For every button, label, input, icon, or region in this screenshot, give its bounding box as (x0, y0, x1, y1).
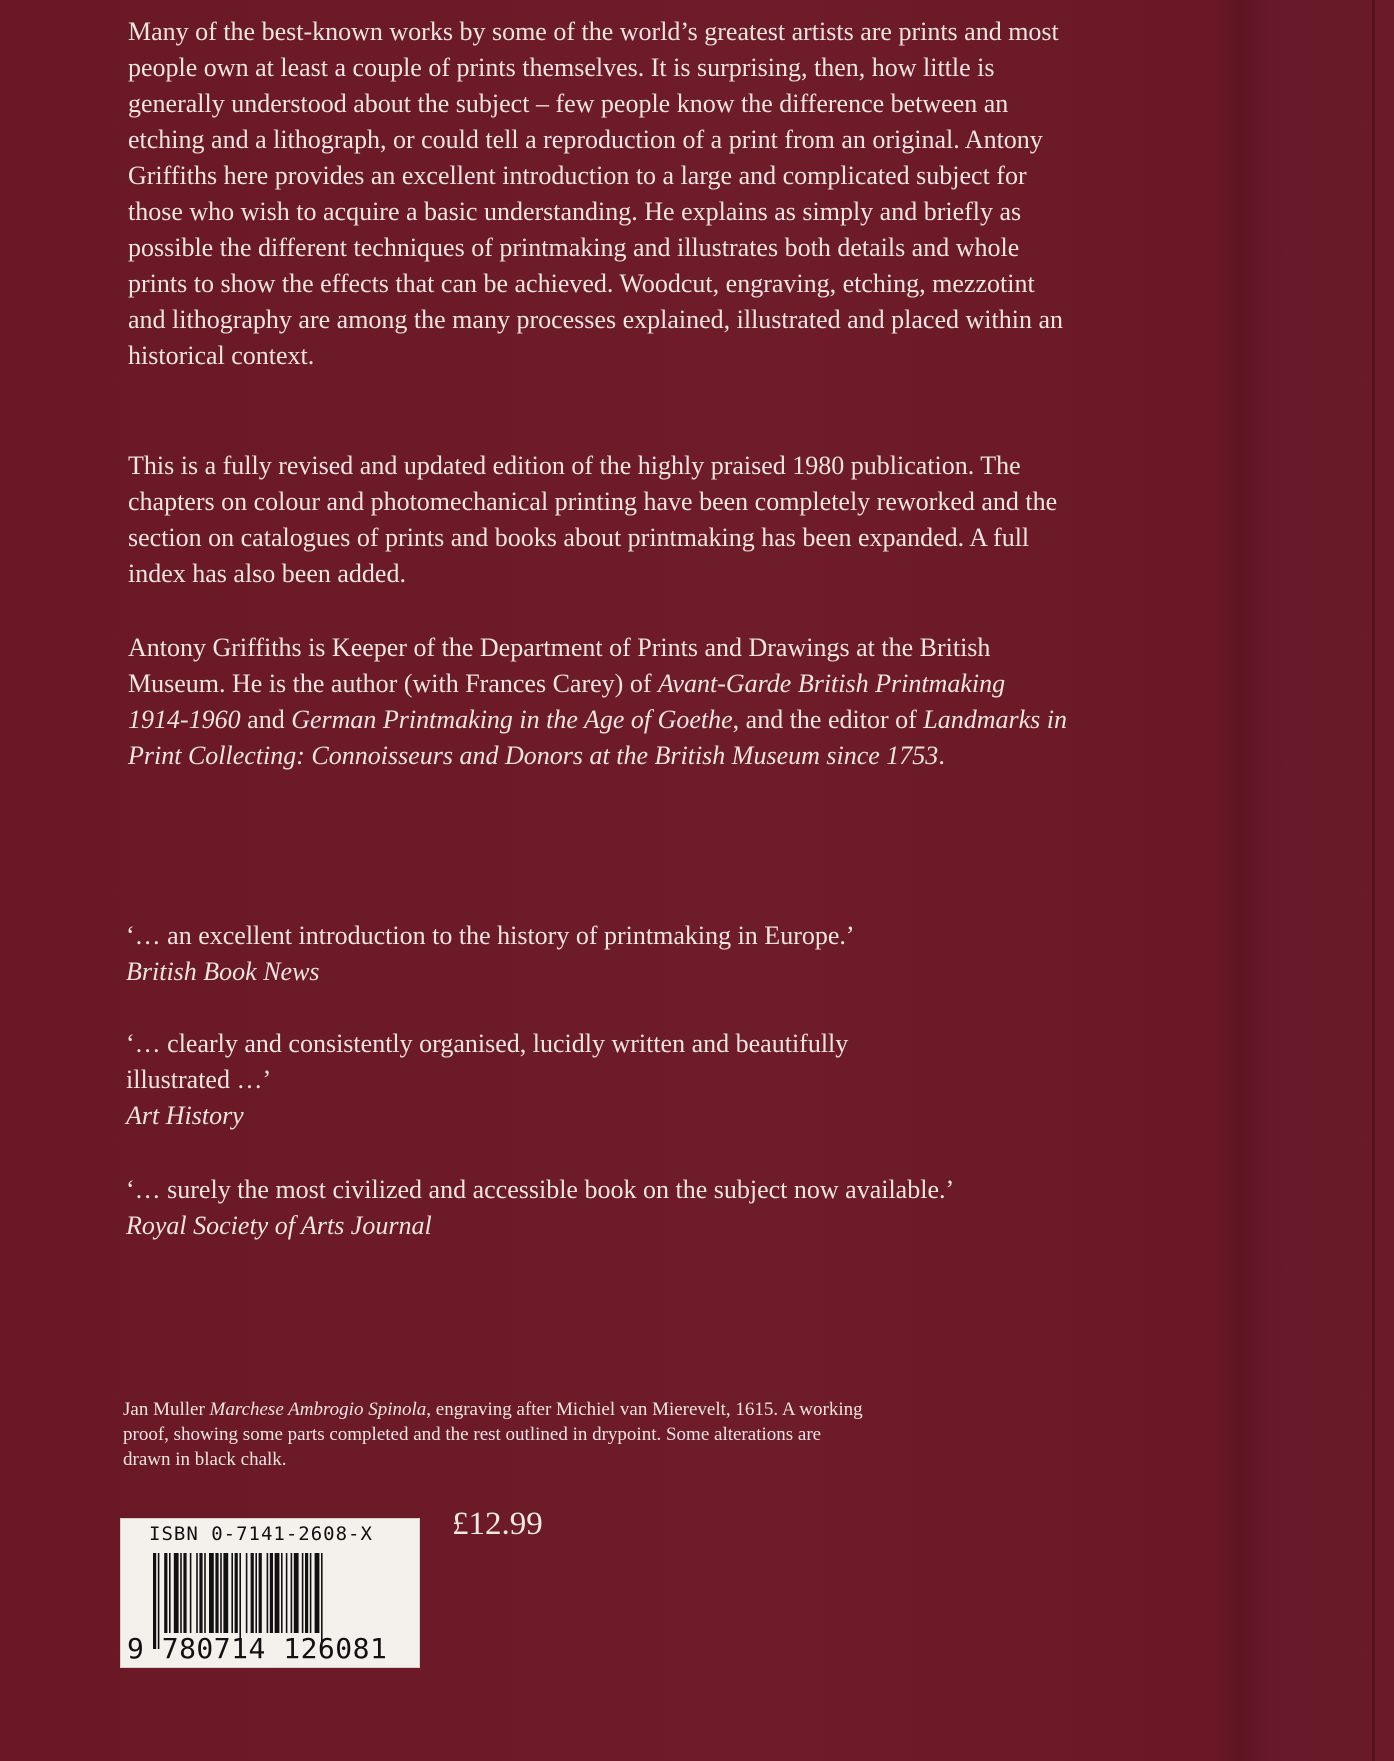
book-title-landmarks: Landmarks in Print Collecting: Connoisseurs and Donors at the British Museum since 1753 (128, 705, 1068, 770)
barcode-bar (174, 1553, 179, 1633)
isbn-barcode (120, 1518, 420, 1668)
author-bio-end: . (938, 741, 945, 770)
barcode-bar (183, 1553, 186, 1633)
barcode-bar (267, 1553, 269, 1633)
barcode-bar (223, 1553, 228, 1633)
barcode-bar (204, 1553, 206, 1633)
author-bio-editor: , and the editor of (732, 705, 924, 734)
barcode-bar (164, 1553, 167, 1633)
isbn-label: ISBN 0-7141-2608-X (149, 1523, 373, 1545)
barcode-bar (310, 1553, 312, 1633)
revision-paragraph: This is a fully revised and updated edition of the highly praised 1980 publication. The chapters on colour and photomechanical printing have been completely reworked and the section on catalogues of prints and books about printmaking has been expanded. A full index has also been added. (128, 451, 1058, 588)
barcode-bar (275, 1553, 280, 1633)
barcode-bar (291, 1553, 293, 1633)
book-title-german-printmaking: German Printmaking in the Age of Goethe (291, 705, 733, 734)
quote-text: ‘… an excellent introduction to the history of printmaking in Europe.’ (126, 921, 855, 950)
barcode-bar (294, 1553, 299, 1633)
barcode-bar (209, 1553, 214, 1633)
barcode-bar (199, 1553, 202, 1633)
quote-text: ‘… surely the most civilized and accessible book on the subject now available.’ (126, 1175, 955, 1204)
barcode-bar (196, 1553, 198, 1633)
barcode-bar (235, 1553, 238, 1633)
caption-description: , engraving after Michiel van Mierevelt, 1615. A working proof, showing some parts completed and the rest outlined in drypoint. Some alterations are drawn in black chalk. (123, 1399, 863, 1470)
barcode-bar (302, 1553, 304, 1633)
review-quote (126, 1172, 1066, 1244)
barcode-bar (180, 1553, 182, 1633)
barcode-bar (259, 1553, 262, 1633)
barcode-bar (246, 1553, 248, 1633)
review-quote (126, 1026, 1066, 1134)
review-quote (126, 918, 1066, 990)
barcode-bar (231, 1553, 233, 1633)
barcode-bar (286, 1553, 288, 1633)
quote-text: ‘… clearly and consistently organised, lucidly written and beautifully illustrated …’ (126, 1029, 849, 1094)
quote-source: Royal Society of Arts Journal (126, 1211, 432, 1240)
barcode-bar (305, 1553, 308, 1633)
barcode-bar (169, 1553, 171, 1633)
quote-source: British Book News (126, 957, 320, 986)
author-bio-and: and (240, 705, 292, 734)
ean-digits: 9 780714 126081 (127, 1632, 388, 1665)
author-bio-paragraph (128, 630, 1068, 774)
cover-image-caption (123, 1397, 863, 1472)
author-bio-intro: Antony Griffiths is Keeper of the Department of Prints and Drawings at the British Museum. He is the author (with Frances Carey) of (128, 633, 991, 698)
barcode-bar (190, 1553, 192, 1633)
caption-work-title: Marchese Ambrogio Spinola (209, 1399, 427, 1420)
price-label: £12.99 (452, 1506, 543, 1542)
barcode-bar (281, 1553, 283, 1633)
spine-fold (1372, 0, 1375, 1761)
quote-source: Art History (126, 1101, 244, 1130)
blurb-paragraph: Many of the best-known works by some of the world’s greatest artists are prints and most people own at least a couple of prints themselves. It is surprising, then, how little is generally understood about the subject – few people know the difference between an etching and a lithograph, or could tell a reproduction of a print from an original. Antony Griffiths here provides an excellent introduction to a large and complicated subject for those who wish to acquire a basic understanding. He explains as simply and briefly as possible the different techniques of printmaking and illustrates both details and whole prints to show the effects that can be achieved. Woodcut, engraving, etching, mezzotint and lithography are among the many processes explained, illustrated and placed within an historical context. (128, 17, 1063, 370)
barcode-bar (270, 1553, 273, 1633)
barcode-bar (251, 1553, 254, 1633)
barcode-bar (215, 1553, 218, 1633)
barcode-bar (220, 1553, 222, 1633)
book-title-avant-garde: Avant-Garde British Printmaking 1914-1960 (128, 669, 1006, 734)
caption-artist: Jan Muller (123, 1399, 210, 1420)
barcode-bar (315, 1553, 320, 1633)
barcode-bar (255, 1553, 257, 1633)
